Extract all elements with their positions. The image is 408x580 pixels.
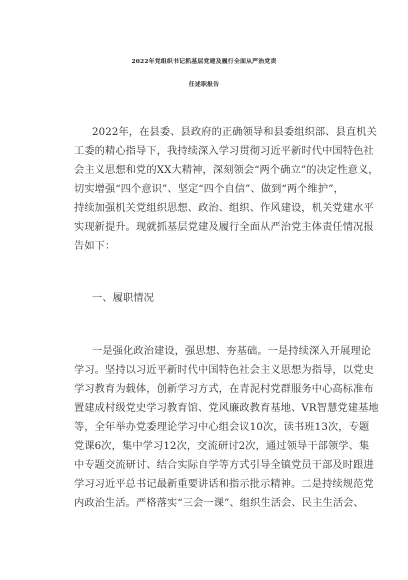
- paragraph-line: 一是强化政治建设，强思想、夯基础。一是持续深入开展理论: [92, 346, 372, 357]
- paragraph-line: 学习。坚持以习近平新时代中国特色社会主义思想为指导，以党史: [74, 365, 374, 376]
- paragraph-line: 学习习近平总书记最新重要讲话和指示批示精神。二是持续规范党: [74, 479, 374, 490]
- paragraph-line: 切实增强“四个意识”、坚定“四个自信”、做到“两个维护”，: [74, 184, 344, 195]
- paragraph-line: 学习教育为载体，创新学习方式，在青泥村党群服务中心高标准布: [74, 384, 374, 395]
- section-heading: 一、履职情况: [92, 293, 155, 304]
- paragraph-line: 告如下：: [74, 241, 116, 252]
- paragraph-line: 工委的精心指导下，我持续深入学习贯彻习近平新时代中国特色社: [74, 146, 374, 157]
- paragraph-line: 中专题交流研讨、结合实际自学等方式引导全镇党员干部及时跟进: [74, 460, 374, 471]
- document-title-line-2: 任述职报告: [188, 81, 220, 88]
- document-title-line-1: 2022年党组织书记抓基层党建及履行全面从严治党责: [131, 58, 277, 65]
- paragraph-line: 等，全年举办党委理论学习中心组会议10次，读书班13次，专题: [74, 422, 370, 433]
- paragraph-line: 实现新提升。现就抓基层党建及履行全面从严治党主体责任情况报: [74, 222, 374, 233]
- paragraph-line: 内政治生活。严格落实“三会一课”、组织生活会、民主生活会、: [74, 498, 364, 509]
- paragraph-line: 置建成村级党史学习教育馆、党风廉政教育基地、VR智慧党建基地: [74, 403, 379, 414]
- paragraph-line: 党课6次，集中学习12次，交流研讨2次，通过领导干部领学、集: [74, 441, 370, 452]
- paragraph-line: 会主义思想和党的XX大精神，深刻领会“两个确立”的决定性意义，: [74, 165, 379, 176]
- paragraph-line: 持续加强机关党组织思想、政治、组织、作风建设，机关党建水平: [74, 203, 374, 214]
- paragraph-line: 2022年，在县委、县政府的正确领导和县委组织部、县直机关: [92, 127, 377, 138]
